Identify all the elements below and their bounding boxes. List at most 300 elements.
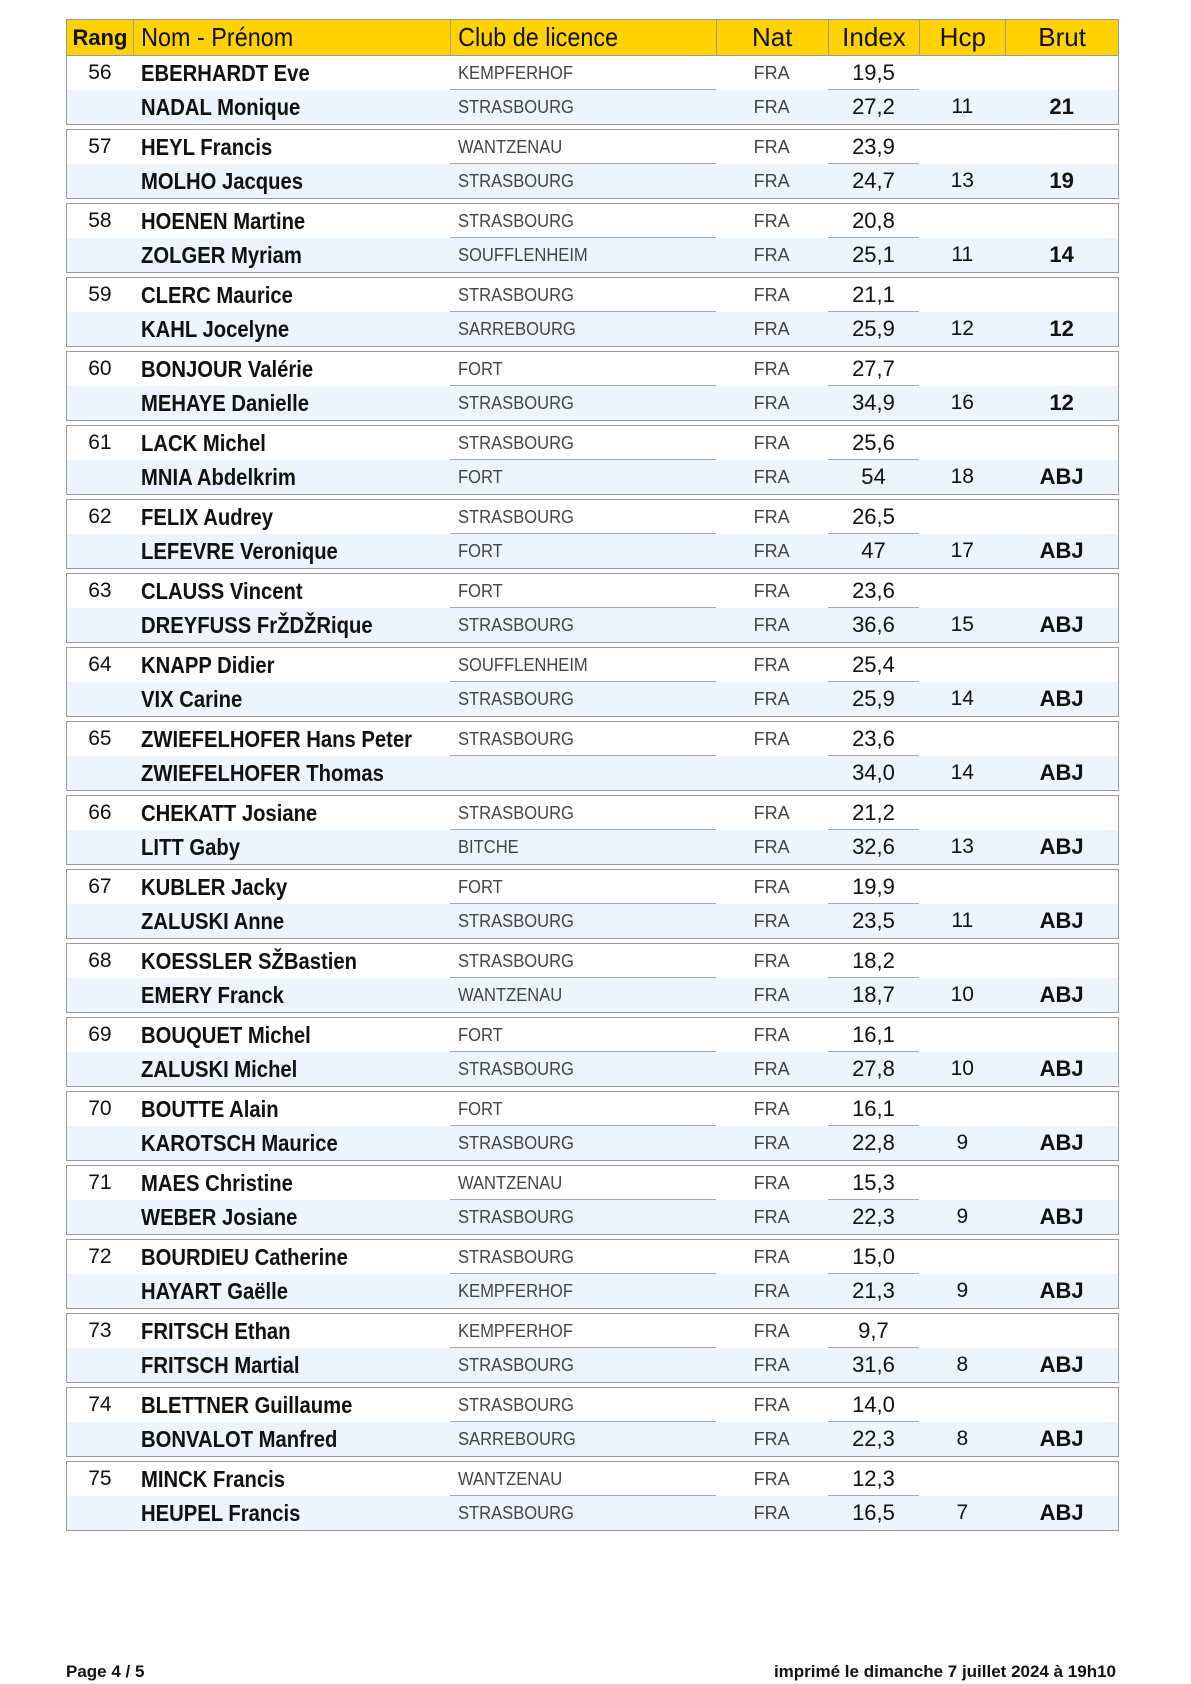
club-cell xyxy=(450,238,716,272)
club-cell-text: STRASBOURG xyxy=(458,803,575,823)
hcp-cell: 18 xyxy=(950,465,974,488)
player-name-text: BONVALOT Manfred xyxy=(140,1426,338,1452)
nationality-cell: FRA xyxy=(753,911,790,931)
rank-cell: 56 xyxy=(88,61,112,84)
club-cell-text: KEMPFERHOF xyxy=(458,63,574,83)
player-name xyxy=(133,796,450,830)
player-name-text: KAHL Jocelyne xyxy=(140,316,289,342)
club-cell xyxy=(450,870,716,904)
club-cell xyxy=(450,386,716,420)
club-cell-text: FORT xyxy=(458,359,504,379)
player-name-text: ZOLGER Myriam xyxy=(140,242,302,268)
club-cell xyxy=(450,608,716,642)
club-cell-text: STRASBOURG xyxy=(458,615,575,635)
index-cell: 47 xyxy=(861,538,886,563)
nationality-cell: FRA xyxy=(753,985,790,1005)
index-cell: 20,8 xyxy=(828,204,920,238)
brut-cell xyxy=(1005,426,1118,460)
player-name xyxy=(133,312,450,346)
club-cell xyxy=(450,1126,716,1160)
player-name-text: EBERHARDT Eve xyxy=(140,60,310,86)
hcp-cell: 11 xyxy=(951,243,974,266)
table-row xyxy=(67,796,1118,830)
club-cell xyxy=(450,56,716,90)
brut-cell: ABJ xyxy=(1039,538,1084,563)
player-name-text: KNAPP Didier xyxy=(140,652,275,678)
club-cell-text: FORT xyxy=(458,877,504,897)
team-group xyxy=(66,1239,1119,1309)
club-cell-text: STRASBOURG xyxy=(458,211,575,231)
table-row xyxy=(67,1052,1118,1086)
hcp-cell: 7 xyxy=(956,1501,969,1524)
index-cell: 25,4 xyxy=(828,648,920,682)
club-cell xyxy=(450,426,716,460)
rank-cell: 68 xyxy=(88,949,112,972)
nationality-cell: FRA xyxy=(753,1469,790,1489)
club-cell-text: SARREBOURG xyxy=(458,1429,577,1449)
rank-cell xyxy=(67,1200,133,1234)
player-name-text: MNIA Abdelkrim xyxy=(140,464,296,490)
index-cell: 18,2 xyxy=(828,944,920,978)
table-row xyxy=(67,1496,1118,1530)
table-row xyxy=(67,500,1118,534)
player-name-text: LEFEVRE Veronique xyxy=(140,538,338,564)
table-row xyxy=(67,312,1118,346)
team-group xyxy=(66,943,1119,1013)
rank-cell: 63 xyxy=(88,579,112,602)
brut-cell xyxy=(1005,722,1118,756)
rank-cell: 72 xyxy=(88,1245,112,1268)
player-name-text: EMERY Franck xyxy=(140,982,284,1008)
player-name xyxy=(133,1348,450,1382)
player-name-text: CHEKATT Josiane xyxy=(140,800,318,826)
rank-cell: 75 xyxy=(88,1467,112,1490)
nationality-cell: FRA xyxy=(753,615,790,635)
index-cell: 23,6 xyxy=(828,722,920,756)
table-row xyxy=(67,1018,1118,1052)
team-group xyxy=(66,1091,1119,1161)
brut-cell: ABJ xyxy=(1039,908,1084,933)
brut-cell: 12 xyxy=(1049,390,1074,415)
club-cell-text: STRASBOURG xyxy=(458,1207,575,1227)
club-cell-text: SOUFFLENHEIM xyxy=(458,245,589,265)
brut-cell xyxy=(1005,1018,1118,1052)
brut-cell: 12 xyxy=(1049,316,1074,341)
player-name xyxy=(133,534,450,568)
hcp-cell xyxy=(919,426,1005,460)
player-name xyxy=(133,574,450,608)
nationality-cell: FRA xyxy=(753,433,790,453)
club-cell-text: STRASBOURG xyxy=(458,951,575,971)
club-cell-text: STRASBOURG xyxy=(458,171,575,191)
rank-cell: 61 xyxy=(88,431,112,454)
club-cell xyxy=(450,352,716,386)
hcp-cell: 8 xyxy=(956,1353,969,1376)
table-row xyxy=(67,756,1118,790)
rank-cell: 66 xyxy=(88,801,112,824)
rank-cell xyxy=(67,830,133,864)
team-group xyxy=(66,1165,1119,1235)
nationality-cell: FRA xyxy=(753,393,790,413)
club-cell-text: WANTZENAU xyxy=(458,1173,563,1193)
results-table xyxy=(66,19,1119,1531)
club-cell-text: STRASBOURG xyxy=(458,1247,575,1267)
nationality-cell: FRA xyxy=(753,729,790,749)
team-group xyxy=(66,129,1119,199)
hcp-cell xyxy=(919,1166,1005,1200)
table-row xyxy=(67,1388,1118,1422)
table-row xyxy=(67,56,1118,90)
club-cell-text: KEMPFERHOF xyxy=(458,1281,574,1301)
header-brut: Brut xyxy=(1005,20,1118,55)
index-cell: 19,9 xyxy=(828,870,920,904)
player-name-text: BOURDIEU Catherine xyxy=(140,1244,348,1270)
header-hcp: Hcp xyxy=(919,20,1005,55)
index-cell: 16,1 xyxy=(828,1018,920,1052)
player-name-text: HOENEN Martine xyxy=(140,208,306,234)
index-cell: 21,2 xyxy=(828,796,920,830)
nationality-cell: FRA xyxy=(753,655,790,675)
club-cell xyxy=(450,500,716,534)
player-name xyxy=(133,1126,450,1160)
brut-cell: ABJ xyxy=(1039,760,1084,785)
player-name-text: MINCK Francis xyxy=(140,1466,285,1492)
index-cell: 15,0 xyxy=(828,1240,920,1274)
hcp-cell: 15 xyxy=(950,613,974,636)
player-name xyxy=(133,1200,450,1234)
club-cell-text: SOUFFLENHEIM xyxy=(458,655,589,675)
player-name-text: KOESSLER SŽBastien xyxy=(140,948,357,974)
club-cell xyxy=(450,796,716,830)
club-cell xyxy=(450,1092,716,1126)
team-group xyxy=(66,277,1119,347)
club-cell xyxy=(450,460,716,494)
header-index: Index xyxy=(828,20,920,55)
rank-cell xyxy=(67,756,133,790)
player-name-text: CLERC Maurice xyxy=(140,282,293,308)
player-name-text: CLAUSS Vincent xyxy=(140,578,303,604)
rank-cell xyxy=(67,164,133,198)
club-cell xyxy=(450,90,716,124)
index-cell: 22,3 xyxy=(852,1204,895,1229)
table-row xyxy=(67,1166,1118,1200)
player-name xyxy=(133,130,450,164)
hcp-cell xyxy=(919,500,1005,534)
club-cell xyxy=(450,1422,716,1456)
index-cell: 14,0 xyxy=(828,1388,920,1422)
team-group xyxy=(66,499,1119,569)
print-date: imprimé le dimanche 7 juillet 2024 à 19h10 xyxy=(773,1662,1116,1681)
player-name-text: HEYL Francis xyxy=(140,134,273,160)
player-name xyxy=(133,1388,450,1422)
club-cell-text: FORT xyxy=(458,467,504,487)
index-cell: 22,8 xyxy=(852,1130,895,1155)
club-cell xyxy=(450,1314,716,1348)
rank-cell: 58 xyxy=(88,209,112,232)
nationality-cell: FRA xyxy=(753,359,790,379)
player-name-text: FRITSCH Ethan xyxy=(140,1318,291,1344)
rank-cell xyxy=(67,608,133,642)
index-cell: 25,1 xyxy=(852,242,895,267)
player-name xyxy=(133,756,450,790)
player-name-text: KUBLER Jacky xyxy=(140,874,288,900)
nationality-cell: FRA xyxy=(753,837,790,857)
team-group xyxy=(66,425,1119,495)
nationality-cell: FRA xyxy=(753,581,790,601)
nationality-cell: FRA xyxy=(753,1099,790,1119)
club-cell xyxy=(450,278,716,312)
club-cell-text: SARREBOURG xyxy=(458,319,577,339)
index-cell: 27,8 xyxy=(852,1056,895,1081)
nationality-cell: FRA xyxy=(753,877,790,897)
hcp-cell: 9 xyxy=(956,1131,969,1154)
table-header xyxy=(66,19,1119,56)
nationality-cell: FRA xyxy=(753,1025,790,1045)
brut-cell xyxy=(1005,1462,1118,1496)
nationality-cell: FRA xyxy=(753,1173,790,1193)
club-cell xyxy=(450,1274,716,1308)
club-cell xyxy=(450,648,716,682)
table-row xyxy=(67,944,1118,978)
rank-cell: 67 xyxy=(88,875,112,898)
nationality-cell: FRA xyxy=(753,507,790,527)
nationality-cell: FRA xyxy=(753,1133,790,1153)
nationality-cell xyxy=(716,756,828,790)
hcp-cell xyxy=(919,56,1005,90)
table-row xyxy=(67,164,1118,198)
header-nat: Nat xyxy=(716,20,828,55)
table-row xyxy=(67,278,1118,312)
club-cell-text: STRASBOURG xyxy=(458,911,575,931)
club-cell xyxy=(450,1200,716,1234)
brut-cell xyxy=(1005,1314,1118,1348)
club-cell-text: STRASBOURG xyxy=(458,393,575,413)
hcp-cell: 9 xyxy=(956,1205,969,1228)
rank-cell xyxy=(67,312,133,346)
rank-cell xyxy=(67,534,133,568)
hcp-cell xyxy=(919,204,1005,238)
club-cell xyxy=(450,574,716,608)
index-cell: 16,1 xyxy=(828,1092,920,1126)
index-cell: 19,5 xyxy=(828,56,920,90)
team-group xyxy=(66,1313,1119,1383)
nationality-cell: FRA xyxy=(753,285,790,305)
index-cell: 18,7 xyxy=(852,982,895,1007)
table-row xyxy=(67,534,1118,568)
index-cell: 36,6 xyxy=(852,612,895,637)
hcp-cell xyxy=(919,1092,1005,1126)
club-cell xyxy=(450,682,716,716)
player-name-text: MOLHO Jacques xyxy=(140,168,303,194)
hcp-cell: 14 xyxy=(950,687,974,710)
rank-cell xyxy=(67,1052,133,1086)
rank-cell xyxy=(67,1274,133,1308)
index-cell: 34,0 xyxy=(852,760,895,785)
club-cell xyxy=(450,1052,716,1086)
hcp-cell xyxy=(919,722,1005,756)
hcp-cell xyxy=(919,130,1005,164)
table-row xyxy=(67,1200,1118,1234)
index-cell: 25,9 xyxy=(852,316,895,341)
club-cell-text: STRASBOURG xyxy=(458,507,575,527)
brut-cell: ABJ xyxy=(1039,1426,1084,1451)
player-name-text: ZWIEFELHOFER Thomas xyxy=(140,760,384,786)
player-name xyxy=(133,238,450,272)
nationality-cell: FRA xyxy=(753,1207,790,1227)
rank-cell xyxy=(67,1496,133,1530)
player-name xyxy=(133,1462,450,1496)
club-cell-text: FORT xyxy=(458,541,504,561)
index-cell: 27,7 xyxy=(828,352,920,386)
index-cell: 27,2 xyxy=(852,94,895,119)
team-group xyxy=(66,351,1119,421)
club-cell-text: STRASBOURG xyxy=(458,1395,575,1415)
rank-cell xyxy=(67,460,133,494)
hcp-cell xyxy=(919,352,1005,386)
table-row xyxy=(67,1240,1118,1274)
club-cell-text: STRASBOURG xyxy=(458,1059,575,1079)
nationality-cell: FRA xyxy=(753,951,790,971)
rank-cell: 74 xyxy=(88,1393,112,1416)
nationality-cell: FRA xyxy=(753,1247,790,1267)
player-name xyxy=(133,1052,450,1086)
brut-cell xyxy=(1005,870,1118,904)
header-rang: Rang xyxy=(72,25,128,50)
club-cell-text: STRASBOURG xyxy=(458,729,575,749)
player-name-text: NADAL Monique xyxy=(140,94,301,120)
rank-cell: 70 xyxy=(88,1097,112,1120)
hcp-cell: 11 xyxy=(951,95,974,118)
player-name xyxy=(133,1274,450,1308)
brut-cell: ABJ xyxy=(1039,686,1084,711)
club-cell xyxy=(450,1166,716,1200)
nationality-cell: FRA xyxy=(753,171,790,191)
index-cell: 21,1 xyxy=(828,278,920,312)
hcp-cell xyxy=(919,870,1005,904)
club-cell-text: FORT xyxy=(458,1099,504,1119)
table-row xyxy=(67,648,1118,682)
table-row xyxy=(67,608,1118,642)
hcp-cell: 9 xyxy=(956,1279,969,1302)
player-name-text: LACK Michel xyxy=(140,430,266,456)
player-name-text: FELIX Audrey xyxy=(140,504,273,530)
player-name xyxy=(133,56,450,90)
player-name xyxy=(133,386,450,420)
player-name xyxy=(133,460,450,494)
hcp-cell xyxy=(919,1462,1005,1496)
index-cell: 26,5 xyxy=(828,500,920,534)
club-cell xyxy=(450,1462,716,1496)
table-row xyxy=(67,130,1118,164)
club-cell-text: KEMPFERHOF xyxy=(458,1321,574,1341)
player-name xyxy=(133,90,450,124)
club-cell xyxy=(450,830,716,864)
rank-cell xyxy=(67,1348,133,1382)
brut-cell xyxy=(1005,56,1118,90)
brut-cell: ABJ xyxy=(1039,1056,1084,1081)
nationality-cell: FRA xyxy=(753,319,790,339)
rank-cell: 57 xyxy=(88,135,112,158)
club-cell xyxy=(450,1348,716,1382)
player-name xyxy=(133,608,450,642)
hcp-cell xyxy=(919,574,1005,608)
table-row xyxy=(67,238,1118,272)
player-name-text: WEBER Josiane xyxy=(140,1204,298,1230)
table-row xyxy=(67,204,1118,238)
table-row xyxy=(67,1314,1118,1348)
club-cell-text: STRASBOURG xyxy=(458,1133,575,1153)
nationality-cell: FRA xyxy=(753,803,790,823)
club-cell xyxy=(450,534,716,568)
club-cell-text: STRASBOURG xyxy=(458,689,575,709)
table-row xyxy=(67,574,1118,608)
rank-cell: 65 xyxy=(88,727,112,750)
brut-cell xyxy=(1005,1092,1118,1126)
player-name-text: DREYFUSS FrŽDŽRique xyxy=(140,612,373,638)
hcp-cell: 10 xyxy=(950,983,974,1006)
brut-cell: ABJ xyxy=(1039,982,1084,1007)
player-name xyxy=(133,1496,450,1530)
hcp-cell: 13 xyxy=(950,835,974,858)
nationality-cell: FRA xyxy=(753,689,790,709)
team-group xyxy=(66,647,1119,717)
nationality-cell: FRA xyxy=(753,1503,790,1523)
brut-cell: ABJ xyxy=(1039,834,1084,859)
club-cell xyxy=(450,130,716,164)
nationality-cell: FRA xyxy=(753,97,790,117)
player-name-text: HEUPEL Francis xyxy=(140,1500,301,1526)
hcp-cell xyxy=(919,1240,1005,1274)
nationality-cell: FRA xyxy=(753,1429,790,1449)
player-name-text: BOUTTE Alain xyxy=(140,1096,279,1122)
index-cell: 31,6 xyxy=(852,1352,895,1377)
index-cell: 54 xyxy=(861,464,886,489)
team-group xyxy=(66,1387,1119,1457)
club-cell-text: WANTZENAU xyxy=(458,137,563,157)
table-row xyxy=(67,90,1118,124)
rank-cell xyxy=(67,978,133,1012)
rank-cell: 69 xyxy=(88,1023,112,1046)
player-name xyxy=(133,904,450,938)
table-row xyxy=(67,426,1118,460)
player-name-text: VIX Carine xyxy=(140,686,243,712)
index-cell: 23,6 xyxy=(828,574,920,608)
nationality-cell: FRA xyxy=(753,1321,790,1341)
nationality-cell: FRA xyxy=(753,1281,790,1301)
nationality-cell: FRA xyxy=(753,245,790,265)
club-cell-text: STRASBOURG xyxy=(458,1503,575,1523)
brut-cell xyxy=(1005,1388,1118,1422)
rank-cell: 73 xyxy=(88,1319,112,1342)
club-cell xyxy=(450,944,716,978)
club-cell-text: STRASBOURG xyxy=(458,1355,575,1375)
team-groups xyxy=(66,56,1119,1531)
table-row xyxy=(67,1462,1118,1496)
club-cell-text: WANTZENAU xyxy=(458,1469,563,1489)
brut-cell: ABJ xyxy=(1039,1204,1084,1229)
header-nom: Nom - Prénom xyxy=(133,20,419,55)
hcp-cell: 12 xyxy=(950,317,974,340)
rank-cell xyxy=(67,238,133,272)
club-cell xyxy=(450,1240,716,1274)
index-cell: 23,9 xyxy=(828,130,920,164)
player-name-text: ZALUSKI Anne xyxy=(140,908,285,934)
brut-cell: 14 xyxy=(1049,242,1074,267)
player-name-text: FRITSCH Martial xyxy=(140,1352,300,1378)
brut-cell xyxy=(1005,500,1118,534)
hcp-cell: 14 xyxy=(950,761,974,784)
hcp-cell xyxy=(919,1314,1005,1348)
